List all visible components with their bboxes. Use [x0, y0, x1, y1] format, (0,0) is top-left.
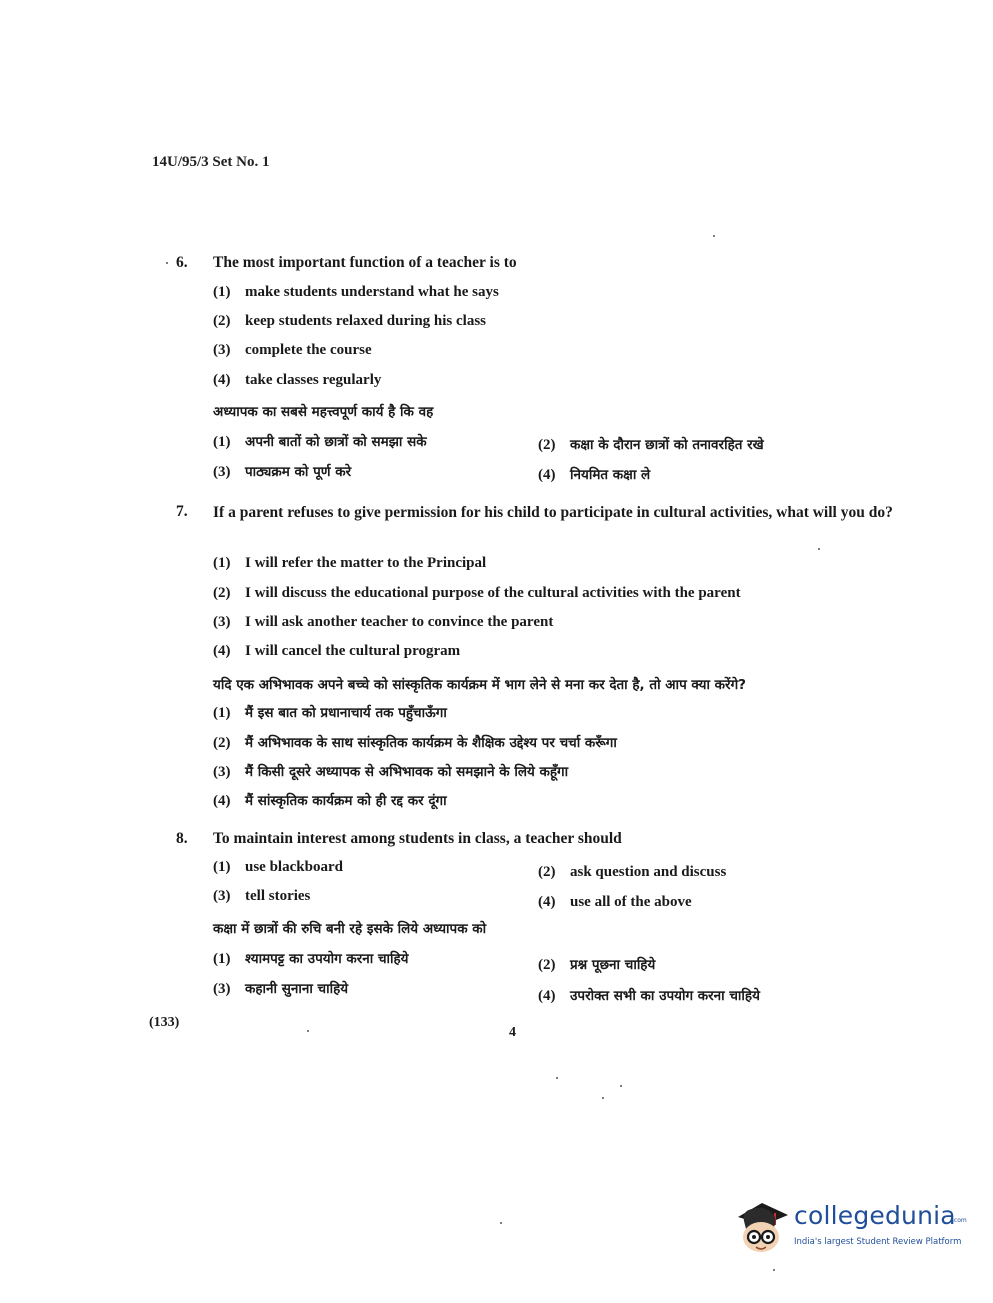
option-3: (3) tell stories	[213, 888, 311, 904]
option-3: (3) complete the course	[213, 342, 372, 358]
hindi-option-3: (3) मैं किसी दूसरे अध्यापक से अभिभावक को समझाने के लिये कहूँगा	[213, 764, 569, 780]
hindi-option-4: (4) नियमित कक्षा ले	[538, 467, 651, 483]
question-6	[176, 254, 906, 483]
option-1: (1) I will refer the matter to the Principal	[213, 555, 487, 571]
mascot-icon	[734, 1195, 792, 1255]
question-number: 6.	[176, 254, 188, 271]
hindi-option-3: (3) कहानी सुनाना चाहिये	[213, 981, 349, 997]
hindi-question-text: कक्षा में छात्रों की रुचि बनी रहे इसके लिये अध्यापक को	[213, 921, 487, 937]
hindi-option-2: (2) कक्षा के दौरान छात्रों को तनावरहित रखे	[538, 437, 764, 453]
page-number: 4	[509, 1025, 516, 1040]
hindi-option-4: (4) मैं सांस्कृतिक कार्यक्रम को ही रद्द कर दूंगा	[213, 793, 447, 809]
question-text: The most important function of a teacher is to	[213, 254, 517, 271]
hindi-option-2: (2) प्रश्न पूछना चाहिये	[538, 957, 656, 973]
scan-speck	[602, 1097, 604, 1099]
hindi-option-1: (1) मैं इस बात को प्रधानाचार्य तक पहुँचाऊँगा	[213, 705, 447, 721]
question-7	[176, 503, 906, 809]
hindi-option-1: (1) अपनी बातों को छात्रों को समझा सके	[213, 434, 427, 450]
scan-speck	[307, 1030, 309, 1032]
scan-speck	[500, 1222, 502, 1224]
hindi-option-3: (3) पाठ्यक्रम को पूर्ण करे	[213, 464, 352, 480]
hindi-question-text: अध्यापक का सबसे महत्त्वपूर्ण कार्य है कि वह	[213, 404, 434, 420]
logo-suffix: .com	[952, 1217, 967, 1224]
question-number: 8.	[176, 830, 188, 847]
set-code: 14U/95/3 Set No. 1	[152, 154, 270, 170]
option-4: (4) I will cancel the cultural program	[213, 643, 461, 659]
logo-tagline: India's largest Student Review Platform	[794, 1237, 962, 1247]
hindi-question-text: यदि एक अभिभावक अपने बच्चे को सांस्कृतिक कार्यक्रम में भाग लेने से मना कर देता है, तो आप क्या करेंगे?	[213, 677, 747, 693]
scan-speck	[818, 548, 820, 550]
footer-code: (133)	[149, 1015, 180, 1030]
hindi-option-4: (4) उपरोक्त सभी का उपयोग करना चाहिये	[538, 988, 760, 1004]
option-3: (3) I will ask another teacher to convince the parent	[213, 614, 554, 630]
question-text: If a parent refuses to give permission for his child to participate in cultural activities, what will you do?	[213, 504, 893, 521]
hindi-option-1: (1) श्यामपट्ट का उपयोग करना चाहिये	[213, 951, 409, 967]
hindi-option-2: (2) मैं अभिभावक के साथ सांस्कृतिक कार्यक्रम के शैक्षिक उद्देश्य पर चर्चा करूँगा	[213, 735, 617, 751]
scan-speck	[620, 1085, 622, 1087]
scan-speck	[713, 235, 715, 237]
option-4: (4) use all of the above	[538, 894, 692, 910]
option-1: (1) make students understand what he says	[213, 284, 499, 300]
scan-speck	[556, 1077, 558, 1079]
option-2: (2) I will discuss the educational purpose of the cultural activities with the parent	[213, 585, 741, 601]
question-number: 7.	[176, 503, 188, 520]
option-2: (2) keep students relaxed during his class	[213, 313, 487, 329]
scan-speck	[166, 262, 168, 264]
question-text: To maintain interest among students in class, a teacher should	[213, 830, 622, 847]
question-8	[176, 830, 906, 1004]
logo-brand: collegedunia	[794, 1201, 956, 1230]
option-1: (1) use blackboard	[213, 859, 343, 875]
scan-speck	[773, 1269, 775, 1271]
option-2: (2) ask question and discuss	[538, 864, 727, 880]
collegedunia-logo	[734, 1195, 967, 1255]
option-4: (4) take classes regularly	[213, 372, 382, 388]
